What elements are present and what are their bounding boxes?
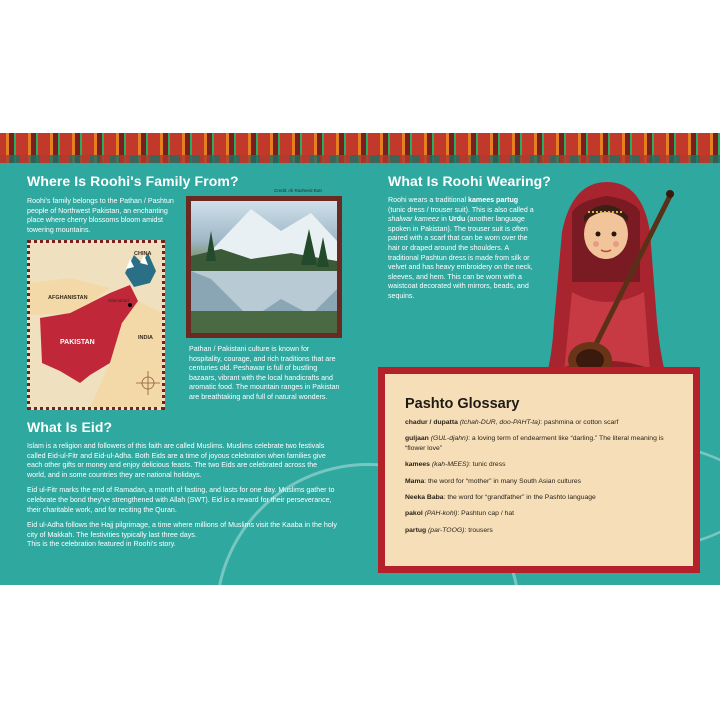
culture-text [189, 345, 341, 409]
glossary-title: Pashto Glossary [405, 396, 520, 412]
eid-paragraph-3a: Eid ul-Adha follows the Hajj pilgrimage, a time where millions of Muslims visit the Kaaba in the holy city of Makkah. The festivities typically last three days. [27, 521, 337, 539]
eid-paragraph-1: Islam is a religion and followers of this faith are called Muslims. Muslims celebrate two festivals called Eid-ul-Fitr and Eid-ul-Adha. Both Eids are a time of joyous celebration when families give each other gifts or money and enjoy delicious feasts. The two Eids are celebrated across the world, and in some countries they are national holidays. [27, 442, 326, 479]
wearing-term: kamees partug [468, 196, 519, 204]
eid-paragraph-3 [27, 521, 337, 550]
glossary-definition: : trousers [464, 526, 493, 534]
eid-text [27, 442, 337, 550]
wearing-paragraph [388, 196, 534, 302]
glossary-entry [405, 434, 673, 453]
glossary-definition: : Pashtun cap / hat [457, 510, 515, 518]
glossary-entry [405, 526, 673, 535]
heading-what-is-eid: What Is Eid? [27, 419, 113, 435]
glossary-entry [405, 509, 673, 518]
wearing-post: (another language spoken in Pakistan). The trouser suit is often paired with a scarf that can be worn over the hair or draped around the shoulders. A traditional Pashtun dress is made from silk or velvet and has heavy embroidery on the neck, sleeves, and hem. This can be worn with a waistcoat decorated with mirrors, beads, and sequins. [388, 215, 533, 300]
map-label-islamabad: Islamabad [108, 298, 129, 303]
glossary-pronunciation: (kah-MEES) [431, 461, 469, 469]
map-label-afghanistan: AFGHANISTAN [48, 295, 88, 301]
heading-roohi-wearing: What Is Roohi Wearing? [388, 173, 551, 189]
wearing-in: in [439, 215, 449, 224]
glossary-term: Mama [405, 477, 425, 485]
glossary-term: chadur / dupatta [405, 419, 458, 426]
wearing-pre: Roohi wears a traditional [388, 196, 469, 204]
glossary-entry [405, 460, 673, 469]
wearing-shalwar: shalwar kameez [388, 215, 440, 224]
glossary-term: kamees [405, 461, 430, 469]
map-label-china: CHINA [134, 251, 152, 257]
wearing-text [388, 196, 534, 308]
map-label-pakistan: PAKISTAN [60, 339, 95, 346]
glossary-term: Neeka Baba [405, 494, 444, 502]
intro-text [27, 197, 177, 241]
glossary-term: pakol [405, 510, 423, 518]
culture-paragraph: Pathan / Pakistani culture is known for hospitality, courage, and rich traditions that are centuries old. Peshawar is full of bustling bazaars, vibrant with the local handicrafts and aromatic food. The mountain ranges in Pakistan are breathtaking and full of natural wonders. [189, 345, 340, 401]
glossary-definition: : the word for “grandfather” in the Pashto language [443, 494, 596, 502]
intro-paragraph: Roohi's family belongs to the Pathan / Pashtun people of Northwest Pakistan, an enchanting place where cherry blossoms bloom amidst towering mountains. [27, 197, 174, 234]
eid-paragraph-2: Eid ul-Fitr marks the end of Ramadan, a month of fasting, and lasts for one day. Muslims gather to celebrate the bond they've strengthened with Allah (SWT). Eid is a reward for their perseverance, their charitable work, and for reciting the Quran. [27, 486, 335, 514]
glossary-definition: : a loving term of endearment like “darling.” The literal meaning is “flower love” [405, 435, 664, 452]
glossary-entry [405, 493, 673, 502]
wearing-mid: (tunic dress / trouser suit). This is also called a [388, 205, 534, 214]
glossary-entry [405, 477, 673, 486]
decorative-border-top [0, 133, 720, 163]
map-label-india: INDIA [138, 335, 153, 341]
glossary-definition: : the word for “mother” in many South Asian cultures [424, 477, 582, 485]
photo-credit: Credit: Ali Rasheed Butt [274, 188, 322, 193]
pakistan-map [27, 240, 165, 410]
glossary-entry [405, 418, 673, 427]
glossary-term: guljaan [405, 435, 429, 443]
eid-paragraph-3b: This is the celebration featured in Roohi's story. [27, 540, 176, 549]
roohi-illustration [532, 172, 682, 394]
glossary-definition: : pashmina or cotton scarf [540, 419, 619, 426]
glossary-pronunciation: (tchah-DUR, doo-PAHT-ta) [459, 419, 541, 426]
pashto-glossary-box [378, 367, 700, 573]
glossary-definition: : tunic dress [468, 461, 506, 469]
mountain-lake-photo [186, 196, 342, 338]
glossary-pronunciation: (PAH-kohl) [424, 510, 458, 518]
glossary-pronunciation: (GUL-djahn) [430, 435, 469, 443]
glossary-pronunciation: (par-TOOG) [428, 526, 465, 534]
heading-family-from: Where Is Roohi's Family From? [27, 173, 239, 189]
wearing-urdu: Urdu [448, 215, 466, 224]
glossary-term: partug [405, 526, 427, 534]
